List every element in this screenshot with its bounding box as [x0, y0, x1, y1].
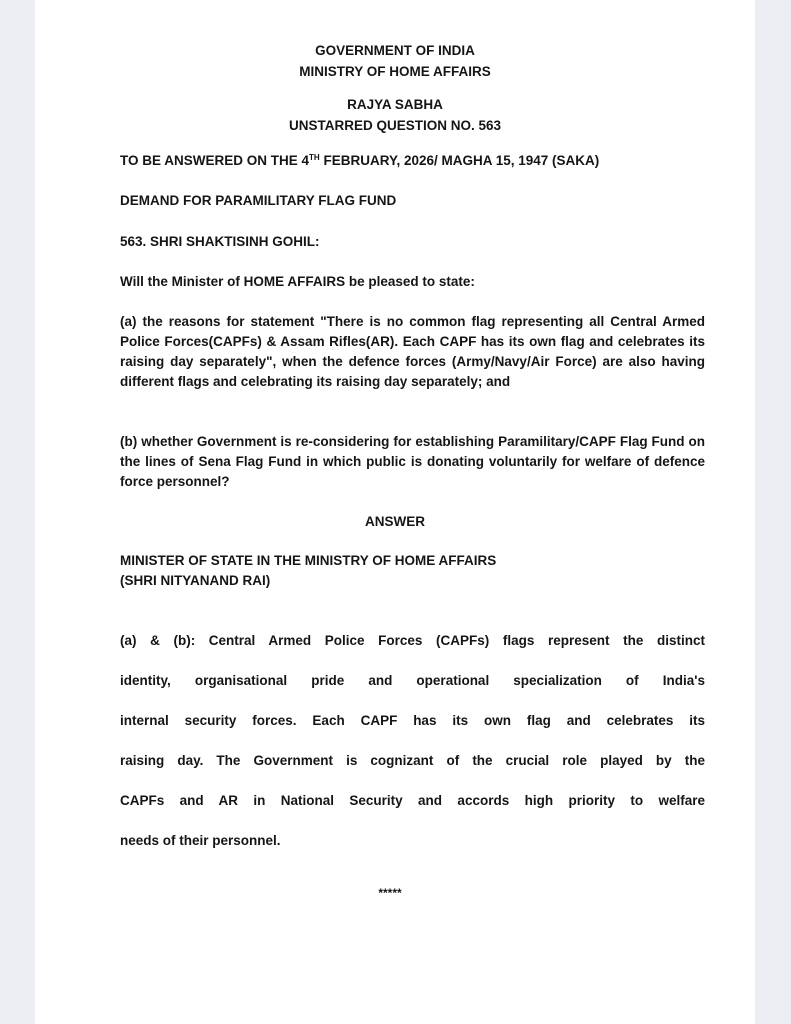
end-mark: *****	[378, 886, 402, 900]
subject-heading: DEMAND FOR PARAMILITARY FLAG FUND	[120, 193, 397, 208]
minister-title: MINISTER OF STATE IN THE MINISTRY OF HOME AFFAIRS	[120, 553, 497, 568]
answer-line: raising day. The Government is cognizant of the crucial role played by the	[120, 753, 705, 768]
question-part-b: (b) whether Government is re-considering for establishing Paramilitary/CAPF Flag Fund on the lines of Sena Flag Fund in which public is donating voluntarily for welfare of defence force personnel?	[120, 434, 705, 489]
header-question-number: UNSTARRED QUESTION NO. 563	[288, 118, 502, 133]
header-ministry: MINISTRY OF HOME AFFAIRS	[299, 64, 491, 79]
answer-line: needs of their personnel.	[120, 833, 281, 848]
header-government: GOVERNMENT OF INDIA	[315, 43, 475, 58]
answer-line: (a) & (b): Central Armed Police Forces (CAPFs) flags represent the distinct	[120, 633, 705, 648]
answer-line: internal security forces. Each CAPF has its own flag and celebrates its	[120, 713, 705, 728]
minister-name: (SHRI NITYANAND RAI)	[120, 573, 271, 588]
question-part-a: (a) the reasons for statement "There is no common flag representing all Central Armed Police Forces(CAPFs) & Assam Rifles(AR). Each CAPF has its own flag and celebrates its raising day separately", when the defence forces (Army/Navy/Air Force) are also having different flags and celebrating its raising day separately; and	[120, 314, 705, 389]
answer-line: identity, organisational pride and operational specialization of India's	[120, 673, 705, 688]
answer-heading: ANSWER	[365, 514, 425, 529]
answer-date-sup: TH	[309, 153, 320, 162]
answer-date-prefix: TO BE ANSWERED ON THE 4	[120, 153, 310, 168]
question-intro: Will the Minister of HOME AFFAIRS be pleased to state:	[120, 274, 475, 289]
answer-date	[120, 153, 599, 168]
document-page	[35, 0, 755, 1024]
answer-date-suffix: FEBRUARY, 2026/ MAGHA 15, 1947 (SAKA)	[319, 153, 600, 168]
question-member: 563. SHRI SHAKTISINH GOHIL:	[120, 234, 320, 249]
header-house: RAJYA SABHA	[347, 97, 443, 112]
answer-line: CAPFs and AR in National Security and accords high priority to welfare	[120, 793, 705, 808]
